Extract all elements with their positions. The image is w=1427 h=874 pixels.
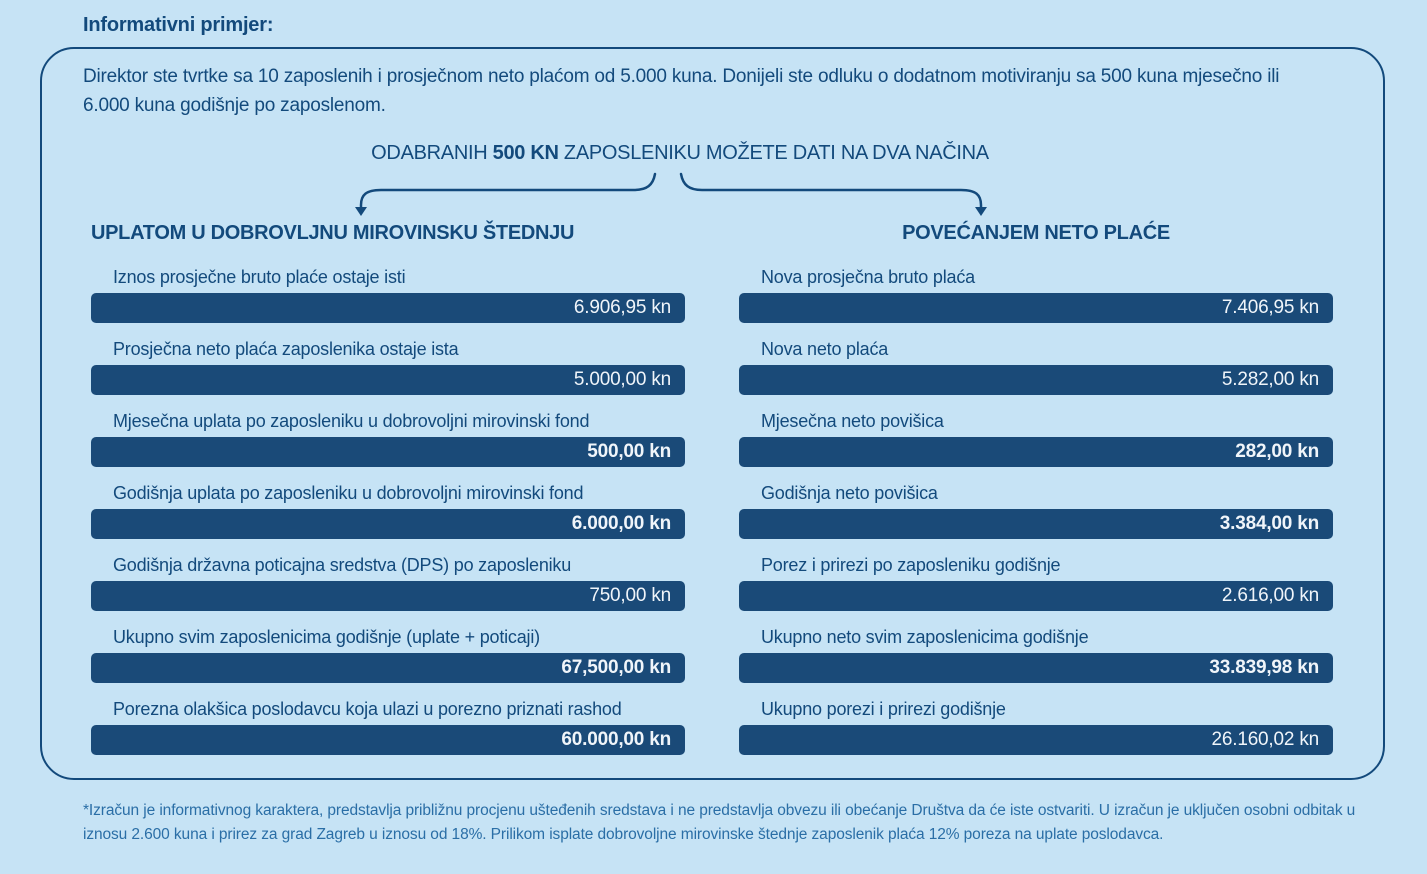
metric-value: 7.406,95 kn [1221, 297, 1319, 318]
column-pension-savings [91, 222, 685, 769]
metric-label: Porezna olakšica poslodavcu koja ulazi u porezno priznati rashod [113, 699, 622, 719]
metric-row [91, 337, 685, 395]
value-bar [739, 581, 1333, 611]
metric-value: 6.906,95 kn [573, 297, 671, 318]
page-title: Informativni primjer: [83, 14, 274, 36]
metric-value: 60.000,00 kn [561, 729, 671, 750]
metric-label: Ukupno porezi i prirezi godišnje [761, 699, 1006, 719]
metric-value: 282,00 kn [1235, 441, 1319, 462]
value-bar [91, 581, 685, 611]
headline-post: ZAPOSLENIKU MOŽETE DATI NA DVA NAČINA [558, 142, 989, 164]
intro-paragraph: Direktor ste tvrtke sa 10 zaposlenih i prosječnom neto plaćom od 5.000 kuna. Donijeli ste odluku o dodatnom motiviranju sa 500 kuna mjesečno ili 6.000 kuna godišnje po zaposlenom. [83, 66, 1280, 116]
column-left-header: UPLATOM U DOBROVLJNU MIROVINSKU ŠTEDNJU [91, 222, 575, 244]
metric-label: Mjesečna uplata po zaposleniku u dobrovoljni mirovinski fond [113, 411, 590, 431]
headline-pre: ODABRANIH [371, 142, 493, 164]
metric-label: Ukupno neto svim zaposlenicima godišnje [761, 627, 1089, 647]
split-brace-arrows [0, 170, 1360, 222]
metric-label: Nova prosječna bruto plaća [761, 267, 975, 287]
metric-value: 750,00 kn [589, 585, 671, 606]
left-arrowhead-icon [355, 207, 367, 216]
metric-value: 26.160,02 kn [1211, 729, 1319, 750]
metric-row [739, 697, 1333, 755]
column-right-header: POVEĆANJEM NETO PLAĆE [902, 222, 1170, 244]
metric-row [91, 697, 685, 755]
metric-value: 67,500,00 kn [561, 657, 671, 678]
headline [0, 142, 1360, 165]
value-bar [91, 725, 685, 755]
column-net-salary-increase [739, 222, 1333, 769]
metric-row [739, 337, 1333, 395]
metric-row [91, 553, 685, 611]
metric-row [739, 265, 1333, 323]
metric-row [739, 625, 1333, 683]
metric-row [91, 265, 685, 323]
value-bar [739, 653, 1333, 683]
disclaimer-footnote: *Izračun je informativnog karaktera, predstavlja približnu procjenu ušteđenih sredstava i ne predstavlja obvezu ili obećanje Društva da će iste ostvariti. U izračun je uključen osobni odbitak u iznosu 2.600 kuna i prirez za grad Zagreb u iznosu od 18%. Prilikom isplate dobrovoljne mirovinske štednje zaposlenik plaća 12% poreza na uplate poslodavca. [83, 802, 1356, 843]
metric-label: Iznos prosječne bruto plaće ostaje isti [113, 267, 406, 287]
metric-value: 6.000,00 kn [571, 513, 671, 534]
metric-row [739, 481, 1333, 539]
metric-label: Godišnja državna poticajna sredstva (DPS) po zaposleniku [113, 555, 572, 575]
metric-value: 5.000,00 kn [573, 369, 671, 390]
metric-label: Ukupno svim zaposlenicima godišnje (uplate + poticaji) [113, 627, 540, 647]
value-bar [91, 365, 685, 395]
left-brace-arrow [355, 174, 655, 216]
metric-value: 500,00 kn [587, 441, 671, 462]
value-bar [739, 293, 1333, 323]
metric-label: Godišnja uplata po zaposleniku u dobrovoljni mirovinski fond [113, 483, 584, 503]
metric-row [739, 409, 1333, 467]
value-bar [739, 725, 1333, 755]
metric-label: Mjesečna neto povišica [761, 411, 944, 431]
metric-value: 5.282,00 kn [1221, 369, 1319, 390]
metric-value: 3.384,00 kn [1219, 513, 1319, 534]
metric-value: 33.839,98 kn [1209, 657, 1319, 678]
metric-label: Godišnja neto povišica [761, 483, 938, 503]
right-arrowhead-icon [975, 207, 987, 216]
value-bar [91, 293, 685, 323]
value-bar [739, 509, 1333, 539]
value-bar [91, 509, 685, 539]
metric-row [91, 409, 685, 467]
value-bar [91, 437, 685, 467]
metric-row [739, 553, 1333, 611]
metric-label: Nova neto plaća [761, 339, 889, 359]
right-brace-arrow [681, 174, 987, 216]
metric-value: 2.616,00 kn [1221, 585, 1319, 606]
value-bar [739, 437, 1333, 467]
metric-label: Porez i prirezi po zaposleniku godišnje [761, 555, 1061, 575]
value-bar [91, 653, 685, 683]
headline-amount: 500 KN [492, 142, 559, 164]
metric-label: Prosječna neto plaća zaposlenika ostaje ista [113, 339, 459, 359]
metric-row [91, 625, 685, 683]
value-bar [739, 365, 1333, 395]
metric-row [91, 481, 685, 539]
